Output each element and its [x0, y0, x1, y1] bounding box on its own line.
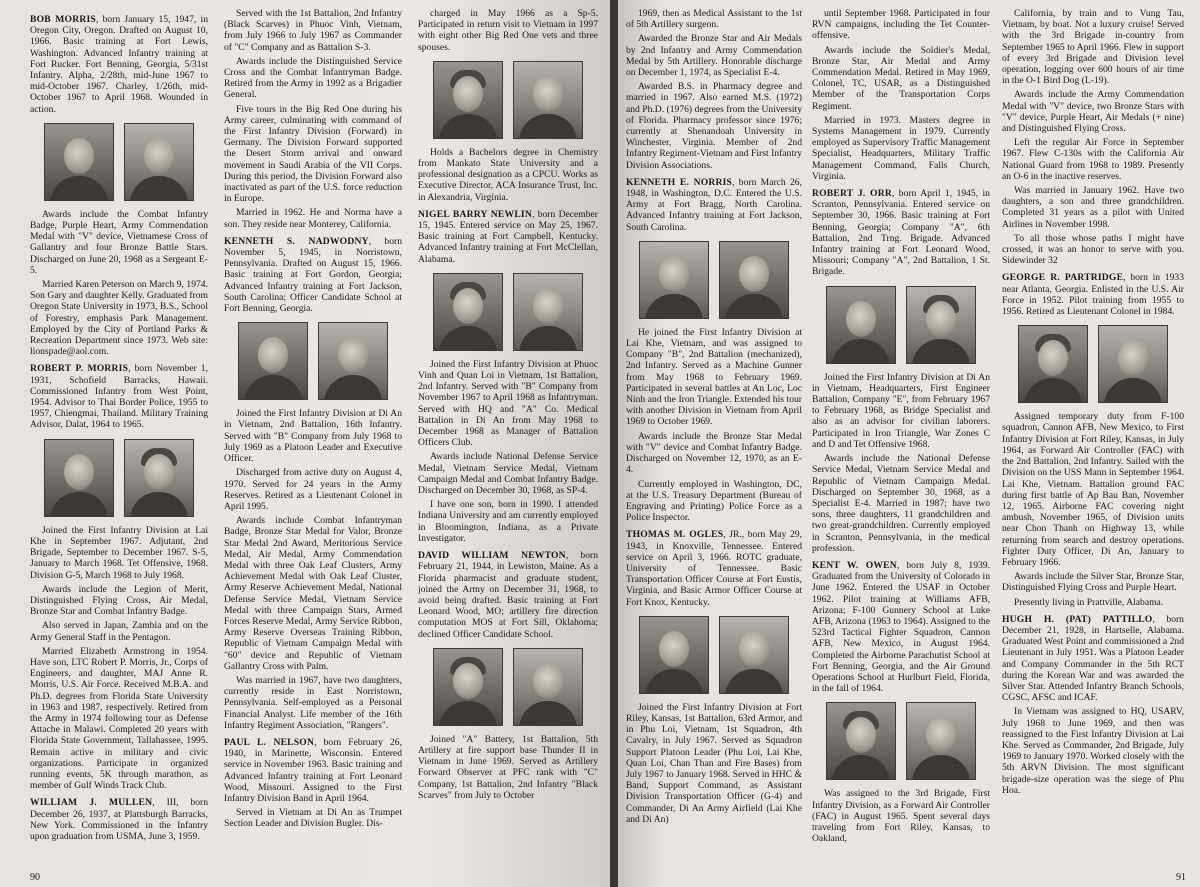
bio-entry-bob-morris: BOB MORRIS, born January 15, 1947, in Oregon City, Oregon. Drafted on August 10, 1966. Basic training at Fort Lewis, Washington. Advanced Infantry training at Fort Rucker. Fort Benning, Georgia, 5/31st Infantry. Alpha, 2/28th, mid-June 1967 to mid-October 1967. Charley, 1/26th, mid-October 1967 to April 1968. Wounded in action. [30, 14, 208, 115]
bio-paragraph: Five tours in the Big Red One during his Army career, culminating with command of the First Infantry Division (Forward) in Germany. The Division Forward supported the Desert Storm arrival and onward movement in Saudi Arabia of the VII Corps. During this period, the Division Forward also inactivated as part of the U.S. force reduction in Europe. [224, 103, 402, 205]
bio-entry-david-newton: DAVID WILLIAM NEWTON, born February 21, 1944, in Lewiston, Maine. As a Florida pharmacist and graduate student, joined the Army on December 31, 1968, to avoid being drafted. Basic training at Fort Leonard Wood, MO; artillery fire direction computation MOS at Fort Sill, Oklahoma; declined Officer Candidate School. [418, 550, 598, 640]
bio-paragraph: Joined the First Infantry Division at Phuoc Vinh and Quan Loi in Vietnam, 1st Battalion, 2nd Infantry. Served with "B" Company from November 1967 to April 1968 as Infantryman. Served with HQ and "A" Co. Medical Battalion in Di An from May 1968 to December 1968 as Manager of Battalion Officers Club. [418, 358, 598, 449]
bio-paragraph: charged in May 1966 as a Sp-5. Participated in return visit to Vietnam in 1997 with eight other Big Red One vets and three spouses. [418, 8, 598, 53]
bio-paragraph: Awards include the National Defense Service Medal, Vietnam Service Medal and Republic of Vietnam Campaign Medal. Discharged on September 30, 1968, as a Specialist E-4. Married in 1987; have two sons, three daughters, 11 grandchildren and two great-grandchildren. Currently employed in Scranton, Pennsylvania, in the medical profession. [812, 453, 990, 554]
bio-entry-nigel-newlin: NIGEL BARRY NEWLIN, born December 15, 1945. Entered service on May 25, 1967. Basic training at Fort Campbell, Kentucky. Advanced Infantry training at Fort McClellan, Alabama. [418, 208, 598, 265]
photo-pair [30, 439, 208, 517]
right-column-2 [812, 8, 990, 865]
bio-entry-paul-nelson: PAUL L. NELSON, born February 26, 1940, in Marinette, Wisconsin. Entered service in November 1963. Basic training and Advanced Infantry training at Fort Leonard Wood, Missouri. Assigned to the First Infantry Division Band in April 1964. [224, 736, 402, 804]
bio-paragraph: Joined the First Infantry Division at Di An in Vietnam, Headquarters, First Engineer Battalion, Company "E", from February 1967 to February 1968, as Bridge Specialist and also as an advisor for civilian laborers. Participated in Iron Triangle, War Zones C and D and Tet Offensive 1968. [812, 371, 990, 450]
portrait-photo-recent [513, 648, 583, 726]
portrait-photo-young [238, 322, 308, 400]
left-column-2 [224, 8, 402, 865]
bio-entry-robert-morris: ROBERT P. MORRIS, born November 1, 1931, Schofield Barracks, Hawaii. Commissioned Infantry from West Point, 1954. Advisor to Thai Border Police, 1955 to 1957, Chiengmai, Thailand. Military Training Advisor, Dalat, 1964 to 1965. [30, 363, 208, 431]
portrait-photo-young [639, 616, 709, 694]
photo-pair [418, 648, 598, 726]
portrait-photo-recent [124, 123, 194, 201]
portrait-photo-recent [513, 273, 583, 351]
bio-entry-robert-orr: ROBERT J. ORR, born April 1, 1945, in Scranton, Pennsylvania. Entered service on September 30, 1966. Basic training at Fort Benning, Georgia; Company "A", 6th Battalion, 2nd Trng. Brigade. Advanced Infantry training at Fort Leonard Wood, Missouri; Company "A", 2nd Battalion, 1 St. Brigade. [812, 188, 990, 278]
bio-paragraph: Awards include the Legion of Merit, Distinguished Flying Cross, Air Medal, Bronze Star and Combat Infantry Badge. [30, 583, 208, 618]
bio-entry-thomas-ogles: THOMAS M. OGLES, JR., born May 29, 1943, in Knoxville, Tennessee. Entered service on April 3, 1966. ROTC graduate, University of Tennessee. Basic Transportation Officer Course at Fort Eustis, Virginia, and Basic Armor Officer Course at Fort Knox, Kentucky. [626, 529, 802, 608]
bio-paragraph: Presently living in Prattville, Alabama. [1014, 596, 1164, 608]
bio-entry-kent-owen: KENT W. OWEN, born July 8, 1939. Graduated from the University of Colorado in June 1962. Entered the USAF in October 1962. Pilot training at Williams AFB, Arizona; F-100 Gunnery School at Luke AFB, Arizona (1963 to 1964). Assigned to the 523rd Tactical Fighter Squadron, Cannon AFB, New Mexico, in August 1964. Completed the Airborne Parachutist School at Fort Benning, Georgia, and the Air Ground Operations School at Hurlburt Field, Florida, in the fall of 1964. [812, 559, 990, 695]
portrait-photo-young [826, 286, 896, 364]
bio-paragraph: Awards include the Silver Star, Bronze Star, Distinguished Flying Cross and Purple Heart. [1002, 571, 1184, 594]
bio-paragraph: Awards include the Distinguished Service Cross and the Combat Infantryman Badge. Retired from the Army in 1992 as a Brigadier General. [224, 55, 402, 101]
bio-entry-william-mullen: WILLIAM J. MULLEN, III, born December 26, 1937, at Plattsburgh Barracks, New York. Commissioned in the Infantry upon graduation from USMA, June 3, 1959. [30, 797, 208, 842]
bio-paragraph: Awards include Combat Infantryman Badge, Bronze Star Medal for Valor, Bronze Star Medal 2nd Award, Meritorious Service Medal, Air Medal, Army Commendation Medal with three Oak Leaf Clusters, Army Achievement Medal with Oak Leaf Cluster, Army Reserve Achievement Medal, National Defense Service Medal, Vietnam Service Medal with three Campaign Stars, Armed Forces Reserve Medal, Army Service Ribbon, Army Reserve Overseas Training Ribbon, Republic of Vietnam Campaign Medal with "60" device and Republic of Vietnam Gallantry Cross with Palm. [224, 515, 402, 672]
left-column-1 [30, 8, 208, 865]
bio-paragraph: Served with the 1st Battalion, 2nd Infantry (Black Scarves) in Phuoc Vinh, Vietnam, from July 1966 to July 1967 as Commander of "C" Company and as Battalion S-3. [224, 8, 402, 53]
portrait-photo-recent [513, 61, 583, 139]
bio-paragraph: Married in 1973. Masters degree in Systems Management in 1979. Currently employed as Supervisory Traffic Management Specialist, Headquarters, Military Traffic Management Command, Falls Church, Virginia. [812, 114, 990, 182]
bio-entry-hugh-pattillo: HUGH H. (PAT) PATTILLO, born December 21, 1928, in Hartselle, Alabama. Graduated West Point and commissioned a 2nd Lieutenant in July 1951. Was a Platoon Leader and Company Commander in the 5th RCT during the Korean War and was awarded the Silver Star. Attended Infantry Branch Schools, CGSC, AFSC and ICAF. [1002, 613, 1184, 704]
bio-paragraph: Assigned temporary duty from F-100 squadron, Cannon AFB, New Mexico, to First Infantry Division at Fort Riley, Kansas, in July 1964, as Forward Air Controller (FAC) with the 2nd Battalion, 2nd Infantry. Sailed with the Division on the USS Mann in September 1964. Lai Khe, Vietnam. Battalion ground FAC during first battle of Ap Bau Ban, November 12, 1965. Airborne FAC covering night ambush, November 1965, of Division units near Chon Thanh on Highway 13, while returning from search and destroy operations. Fighter Duty Officer, Di An, January to February 1966. [1002, 411, 1184, 568]
bio-paragraph: Awarded the Bronze Star and Air Medals by 2nd Infantry and Army Commendation Medal by 5th Artillery. Honorable discharge on December 1, 1974, as Specialist E-4. [626, 33, 802, 79]
bio-paragraph: Joined the First Infantry Division at Fort Riley, Kansas, 1st Battalion, 63rd Armor, and in Phu Loi, Vietnam, 1st Squadron, 4th Cavalry, in July 1967. Served as Squadron Support Platoon Leader (Phu Loi, Lai Khe, Quan Loi, Chan Than and Fire Bases) from July 1967 to January 1968. Served in HHC & Band, Support Command, as Assistant Division Transportation Officer (G-4) and Commander, Di An Army Airfield (Lai Khe and Di An) [626, 701, 802, 825]
bio-paragraph: Joined the First Infantry Division at Di An in Vietnam, 2nd Battalion, 16th Infantry. Served with "B" Company from July 1968 to July 1969 as a Platoon Leader and Executive Officer. [224, 408, 402, 465]
page-number: 91 [1176, 872, 1186, 883]
bio-paragraph: Was assigned to the 3rd Brigade, First Infantry Division, as a Forward Air Controller (FAC) in August 1965. Spent several days traveling from Fort Riley, Kansas, to Oakland, [812, 788, 990, 845]
portrait-photo-recent [719, 241, 789, 319]
photo-pair [418, 61, 598, 139]
bio-paragraph: 1969, then as Medical Assistant to the 1st of 5th Artillery surgeon. [626, 8, 802, 31]
portrait-photo-young [639, 241, 709, 319]
bio-paragraph: Joined "A" Battery, 1st Battalion, 5th Artillery at fire support base Thunder II in Vietnam in June 1969. Served as Artillery Forward Observer at PFC rank with "C" Company, 1st Battalion, 2nd Infantry "Black Scarves" from July to October [418, 733, 598, 801]
bio-paragraph: Joined the First Infantry Division at Lai Khe in September 1967. Adjutant, 2nd Brigade, September to December 1967. S-5, January to March 1968. Tet Offensive, 1968. Division G-5, March 1968 to July 1968. [30, 524, 208, 581]
left-column-3 [418, 8, 598, 865]
portrait-photo-young [433, 61, 503, 139]
portrait-photo-recent [906, 286, 976, 364]
right-column-1 [626, 8, 802, 865]
photo-pair [626, 616, 802, 694]
portrait-photo-recent [124, 439, 194, 517]
portrait-photo-young [44, 123, 114, 201]
bio-paragraph: To all those whose paths I might have crossed, it was an honor to serve with you. Sidewinder 32 [1002, 232, 1184, 267]
bio-paragraph: Was married in January 1962. Have two daughters, a son and three grandchildren. Completed 31 years as a pilot with United Airlines in November 1998. [1002, 185, 1184, 230]
portrait-photo-recent [719, 616, 789, 694]
bio-entry-kenneth-norris: KENNETH E. NORRIS, born March 26, 1948, in Washington, D.C. Entered the U.S. Army at Fort Bragg, North Carolina. Advanced Infantry training at Fort Jackson, South Carolina. [626, 176, 802, 233]
bio-paragraph: Married in 1962. He and Norma have a son. They reside near Monterey, California. [224, 207, 402, 230]
bio-paragraph: Married Karen Peterson on March 9, 1974. Son Gary and daughter Kelly. Graduated from Oregon State University in 1973, B.S., School of Forestry, emphasis Park Management. Employed by the City of Portland Parks & Recreation Department since 1973. Web site: lionspade@aol.com. [30, 279, 208, 358]
bio-paragraph: Awards include the Soldier's Medal, Bronze Star, Air Medal and Army Commendation Medal. Retired in May 1969, Colonel, TC, USAR, as a Distinguished Member of the Transportation Corps Regiment. [812, 44, 990, 112]
bio-entry-kenneth-nadwodny: KENNETH S. NADWODNY, born November 5, 1945, in Norristown, Pennsylvania. Drafted on August 15, 1966. Basic training at Fort Gordon, Georgia; Advanced Infantry training at Fort Jackson, South Carolina; Officer Candidate School at Fort Benning, Georgia. [224, 235, 402, 315]
right-page [618, 0, 1200, 887]
bio-paragraph: Holds a Bachelors degree in Chemistry from Mankato State University and a professional designation as a CPCU. Works as Executive Director, ACA Insurance Trust, Inc. in Alexandria, Virginia. [418, 146, 598, 203]
bio-paragraph: until September 1968. Participated in four RVN campaigns, including the Tet Counter-offensive. [812, 8, 990, 42]
bio-paragraph: Discharged from active duty on August 4, 1970. Served for 24 years in the Army Reserves. Retired as a Lieutenant Colonel in April 1995. [224, 467, 402, 512]
right-column-3 [1002, 8, 1184, 865]
bio-paragraph: Married Elizabeth Armstrong in 1954. Have son, LTC Robert P. Morris, Jr., Corps of Engineers, and daughter, MAJ Anne R. Morris, U.S. Air Force. Received M.B.A. and Ph.D. degrees from Florida State University in 1963 and 1987, respectively. Retired from the Army in 1974 following tour as Defense Attache in Malawi. Completed 20 years with Florida State Government, Tallahassee, 1995. Remain active in military and civic organizations. Participate in organized running events, 5K through marathon, as member of Gulf Winds Track Club. [30, 645, 208, 792]
photo-pair [30, 123, 208, 201]
bio-paragraph: Also served in Japan, Zambia and on the Army General Staff in the Pentagon. [30, 620, 208, 643]
photo-pair [812, 286, 990, 364]
photo-pair [812, 702, 990, 780]
bio-paragraph: Served in Vietnam at Di An as Trumpet Section Leader and Division Bugler. Dis- [224, 807, 402, 830]
portrait-photo-recent [1098, 325, 1168, 403]
bio-entry-george-partridge: GEORGE R. PARTRIDGE, born in 1933 near Atlanta, Georgia. Enlisted in the U.S. Air Force in 1952. Pilot training from 1955 to 1956. Retired as Lieutenant Colonel in 1984. [1002, 272, 1184, 318]
portrait-photo-young [826, 702, 896, 780]
bio-paragraph: Awards include National Defense Service Medal, Vietnam Service Medal, Vietnam Campaign Medal and Combat Infantry Badge. Discharged on December 30, 1968, as SP-4. [418, 451, 598, 497]
bio-paragraph: Was married in 1967, have two daughters, currently reside in East Norristown, Pennsylvania. Self-employed as a Personal Financial Analyst. Life member of the 16th Infantry Regiment Association, "Rangers". [224, 674, 402, 731]
portrait-photo-young [1018, 325, 1088, 403]
photo-pair [224, 322, 402, 400]
bio-paragraph: Awards include the Army Commendation Medal with "V" device, two Bronze Stars with "V" device, Purple Heart, Air Medals (+ nine) and Distinguished Flying Cross. [1002, 89, 1184, 135]
bio-paragraph: Currently employed in Washington, DC, at the U.S. Treasury Department (Bureau of Engraving and Printing) Police Force as a Police Inspector. [626, 478, 802, 524]
bio-paragraph: Awards include the Combat Infantry Badge, Purple Heart, Army Commendation Medal with "V" device, Vietnamese Cross of Gallantry and four Bronze Battle Stars. Discharged on June 20, 1968 as a Sergeant E-5. [30, 208, 208, 276]
bio-paragraph: I have one son, born in 1990. I attended Indiana University and am currently employed in Bloomington, Indiana, as a Private Investigator. [418, 499, 598, 544]
page-number: 90 [30, 872, 40, 883]
portrait-photo-young [44, 439, 114, 517]
portrait-photo-young [433, 273, 503, 351]
portrait-photo-young [433, 648, 503, 726]
bio-paragraph: Left the regular Air Force in September 1967. Flew C-130s with the California Air National Guard from 1968 to 1989. Presently an O-6 in the inactive reserves. [1002, 137, 1184, 182]
photo-pair [1002, 325, 1184, 403]
bio-paragraph: Awards include the Bronze Star Medal with "V" device and Combat Infantry Badge. Discharged on November 12, 1970, as an E-4. [626, 430, 802, 476]
photo-pair [418, 273, 598, 351]
photo-pair [626, 241, 802, 319]
portrait-photo-recent [906, 702, 976, 780]
portrait-photo-recent [318, 322, 388, 400]
bio-paragraph: California, by train and to Vung Tau, Vietnam, by boat. Not a luxury cruise! Served with the 3rd Brigade in-country from September 1965 to April 1966. Flew in support of every 3rd Brigade and Division level operation, logging over 600 hours of air time in the O-1 Bird Dog (L-19). [1002, 8, 1184, 87]
bio-paragraph: Awarded B.S. in Pharmacy degree and married in 1967. Also earned M.S. (1972) and Ph.D. (1976) degrees from the University of Florida. Pharmacy professor since 1976; currently at Shenandoah University in Winchester, Virginia. Member of 2nd Infantry Regiment-Vietnam and First Infantry Division Associations. [626, 81, 802, 171]
bio-paragraph: In Vietnam was assigned to HQ, USARV, July 1968 to June 1969, and then was reassigned to the First Infantry Division at Lai Khe. Served as Commander, 2nd Brigade, July 1969 to January 1970. Worked closely with the 5th ARVN Division. The most significant brigade-size operation was the siege of Phu Hoa. [1002, 706, 1184, 796]
bio-paragraph: He joined the First Infantry Division at Lai Khe, Vietnam, and was assigned to Company "B", 2nd Battalion (mechanized), 2nd Infantry. Served as a Machine Gunner from May 1968 to February 1969. Participated in several battles at An Loc, Loc Ninh and the Iron Triangle. Extended his tour with another Division in Vietnam from April 1969 to October 1969. [626, 326, 802, 428]
